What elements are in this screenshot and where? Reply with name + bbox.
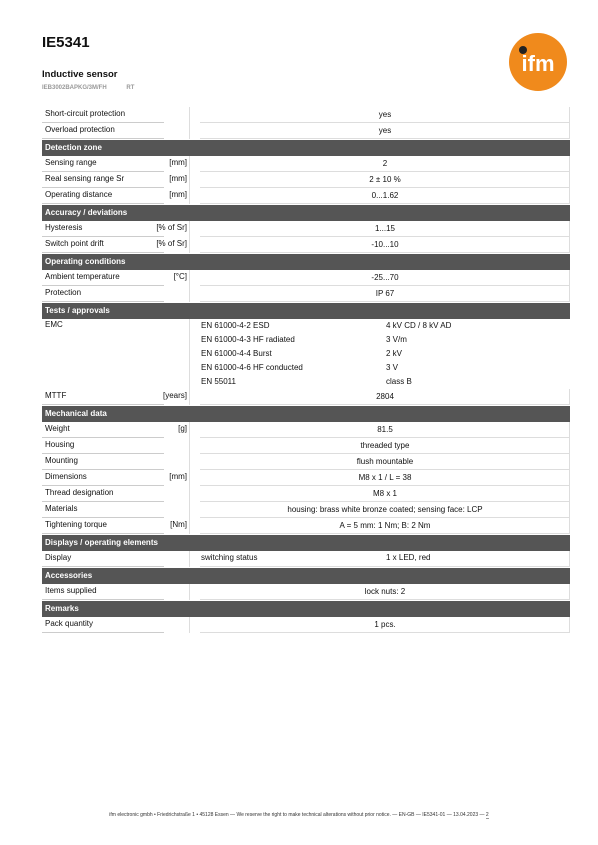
column-divider bbox=[189, 319, 190, 333]
row-divider bbox=[200, 632, 570, 633]
column-divider bbox=[569, 470, 570, 486]
column-divider bbox=[189, 361, 190, 375]
ifm-logo-icon bbox=[509, 33, 567, 91]
spec-label: Pack quantity bbox=[45, 619, 94, 628]
row-divider bbox=[200, 301, 570, 302]
spec-label: Items supplied bbox=[45, 586, 97, 595]
logo-text: ifm bbox=[521, 51, 555, 76]
section-header: Tests / approvals bbox=[42, 303, 570, 319]
spec-row bbox=[42, 470, 570, 486]
column-divider bbox=[569, 617, 570, 633]
spec-value: flush mountable bbox=[356, 457, 414, 466]
spec-row bbox=[42, 617, 570, 633]
spec-unit: [g] bbox=[178, 424, 187, 433]
column-divider bbox=[569, 156, 570, 172]
emc-row bbox=[42, 333, 570, 347]
spec-label: Mounting bbox=[45, 456, 78, 465]
spec-value: 2 bbox=[382, 159, 388, 168]
column-divider bbox=[569, 551, 570, 567]
column-divider bbox=[189, 237, 190, 253]
ifm-logo bbox=[509, 33, 567, 91]
column-divider bbox=[189, 270, 190, 286]
emc-standard: EN 61000-4-2 ESD bbox=[201, 321, 270, 330]
spec-value: yes bbox=[378, 126, 392, 135]
emc-label: EMC bbox=[45, 320, 63, 329]
spec-label: Switch point drift bbox=[45, 239, 104, 248]
spec-row bbox=[42, 237, 570, 253]
spec-label: Hysteresis bbox=[45, 223, 83, 232]
spec-label: Short-circuit protection bbox=[45, 109, 126, 118]
column-divider bbox=[569, 270, 570, 286]
section-header: Detection zone bbox=[42, 140, 570, 156]
spec-row bbox=[42, 422, 570, 438]
spec-label: Operating distance bbox=[45, 190, 113, 199]
spec-unit: [% of Sr] bbox=[156, 223, 187, 232]
spec-label: Real sensing range Sr bbox=[45, 174, 125, 183]
column-divider bbox=[569, 286, 570, 302]
emc-value: 4 kV CD / 8 kV AD bbox=[386, 321, 452, 330]
column-divider bbox=[189, 584, 190, 600]
row-divider bbox=[42, 632, 164, 633]
emc-row bbox=[42, 319, 570, 333]
spec-label: Display bbox=[45, 553, 72, 562]
emc-value: 3 V/m bbox=[386, 335, 407, 344]
spec-unit: [years] bbox=[162, 391, 187, 400]
emc-value: class B bbox=[386, 377, 412, 386]
column-divider bbox=[189, 518, 190, 534]
column-divider bbox=[189, 486, 190, 502]
spec-label: Dimensions bbox=[45, 472, 87, 481]
section-header: Remarks bbox=[42, 601, 570, 617]
spec-row bbox=[42, 188, 570, 204]
spec-unit: [mm] bbox=[169, 472, 187, 481]
spec-row bbox=[42, 454, 570, 470]
spec-unit: [°C] bbox=[173, 272, 187, 281]
spec-value: -10...10 bbox=[371, 240, 399, 249]
product-title: IE5341 bbox=[42, 34, 90, 51]
emc-row bbox=[42, 375, 570, 389]
spec-row bbox=[42, 172, 570, 188]
column-divider bbox=[189, 617, 190, 633]
row-divider bbox=[42, 566, 164, 567]
spec-row bbox=[42, 438, 570, 454]
row-divider bbox=[42, 301, 164, 302]
column-divider bbox=[189, 123, 190, 139]
product-codes bbox=[42, 85, 152, 91]
row-divider bbox=[200, 566, 570, 567]
spec-value: 2 ± 10 % bbox=[369, 175, 401, 184]
column-divider bbox=[569, 454, 570, 470]
row-divider bbox=[200, 533, 570, 534]
column-divider bbox=[189, 188, 190, 204]
emc-standard: EN 61000-4-3 HF radiated bbox=[201, 335, 295, 344]
display-col2: 1 x LED, red bbox=[386, 553, 431, 562]
emc-standard: EN 61000-4-4 Burst bbox=[201, 349, 272, 358]
section-header: Mechanical data bbox=[42, 406, 570, 422]
spec-label: Tightening torque bbox=[45, 520, 107, 529]
spec-value: M8 x 1 / L = 38 bbox=[358, 473, 412, 482]
variant-code: RT bbox=[126, 85, 135, 91]
row-divider bbox=[200, 138, 570, 139]
column-divider bbox=[569, 486, 570, 502]
column-divider bbox=[569, 107, 570, 123]
column-divider bbox=[189, 333, 190, 347]
column-divider bbox=[569, 518, 570, 534]
spec-label: Sensing range bbox=[45, 158, 97, 167]
column-divider bbox=[189, 470, 190, 486]
spec-value: 1 pcs. bbox=[374, 620, 396, 629]
spec-row bbox=[42, 221, 570, 237]
spec-label: Housing bbox=[45, 440, 75, 449]
emc-row bbox=[42, 361, 570, 375]
column-divider bbox=[189, 172, 190, 188]
column-divider bbox=[569, 502, 570, 518]
column-divider bbox=[569, 584, 570, 600]
spec-label: Thread designation bbox=[45, 488, 114, 497]
column-divider bbox=[569, 188, 570, 204]
spec-value: A = 5 mm: 1 Nm; B: 2 Nm bbox=[339, 521, 431, 530]
column-divider bbox=[189, 286, 190, 302]
section-header: Accessories bbox=[42, 568, 570, 584]
spec-label: Ambient temperature bbox=[45, 272, 120, 281]
display-row bbox=[42, 551, 570, 567]
article-code: IEB3002BAPKG/3M/FH bbox=[42, 85, 107, 91]
row-divider bbox=[42, 138, 164, 139]
spec-row bbox=[42, 518, 570, 534]
spec-value: 2804 bbox=[376, 392, 394, 401]
footer-text: ifm electronic gmbh • Friedrichstraße 1 • 45128 Essen — We reserve the right to make technical alterations without prior notice. — EN-GB — IE5341-01 — 13.04.2023 — bbox=[109, 812, 485, 818]
spec-value: -25...70 bbox=[371, 273, 399, 282]
spec-label: Overload protection bbox=[45, 125, 115, 134]
spec-value: yes bbox=[378, 110, 392, 119]
column-divider bbox=[189, 502, 190, 518]
row-divider bbox=[42, 203, 164, 204]
spec-row bbox=[42, 107, 570, 123]
column-divider bbox=[569, 389, 570, 405]
column-divider bbox=[189, 221, 190, 237]
column-divider bbox=[569, 422, 570, 438]
product-subtitle: Inductive sensor bbox=[42, 69, 118, 80]
spec-row bbox=[42, 389, 570, 405]
column-divider bbox=[569, 123, 570, 139]
page-number: 2 bbox=[485, 812, 489, 818]
emc-value: 3 V bbox=[386, 363, 399, 372]
spec-value: housing: brass white bronze coated; sensing face: LCP bbox=[287, 505, 483, 514]
emc-row bbox=[42, 347, 570, 361]
section-header: Displays / operating elements bbox=[42, 535, 570, 551]
row-divider bbox=[42, 599, 164, 600]
column-divider bbox=[189, 422, 190, 438]
spec-row bbox=[42, 486, 570, 502]
spec-unit: [% of Sr] bbox=[156, 239, 187, 248]
spec-label: MTTF bbox=[45, 391, 67, 400]
column-divider bbox=[189, 438, 190, 454]
spec-label: Materials bbox=[45, 504, 78, 513]
spec-value: M8 x 1 bbox=[372, 489, 397, 498]
spec-row bbox=[42, 502, 570, 518]
spec-unit: [Nm] bbox=[170, 520, 187, 529]
spec-row bbox=[42, 286, 570, 302]
spec-unit: [mm] bbox=[169, 190, 187, 199]
column-divider bbox=[569, 172, 570, 188]
column-divider bbox=[189, 156, 190, 172]
spec-value: lock nuts: 2 bbox=[364, 587, 406, 596]
spec-label: Protection bbox=[45, 288, 82, 297]
column-divider bbox=[189, 551, 190, 567]
column-divider bbox=[189, 347, 190, 361]
row-divider bbox=[42, 404, 164, 405]
spec-unit: [mm] bbox=[169, 174, 187, 183]
column-divider bbox=[569, 438, 570, 454]
spec-table bbox=[42, 107, 570, 633]
spec-value: IP 67 bbox=[375, 289, 395, 298]
spec-value: 81.5 bbox=[377, 425, 393, 434]
emc-standard: EN 61000-4-6 HF conducted bbox=[201, 363, 303, 372]
spec-row bbox=[42, 156, 570, 172]
page-footer bbox=[0, 812, 598, 819]
spec-value: threaded type bbox=[360, 441, 410, 450]
row-divider bbox=[200, 252, 570, 253]
spec-value: 0...1.62 bbox=[371, 191, 399, 200]
spec-value: 1...15 bbox=[374, 224, 395, 233]
column-divider bbox=[189, 375, 190, 389]
row-divider bbox=[200, 404, 570, 405]
spec-unit: [mm] bbox=[169, 158, 187, 167]
row-divider bbox=[42, 533, 164, 534]
column-divider bbox=[569, 221, 570, 237]
spec-row bbox=[42, 270, 570, 286]
row-divider bbox=[200, 599, 570, 600]
spec-row bbox=[42, 584, 570, 600]
column-divider bbox=[569, 237, 570, 253]
spec-row bbox=[42, 123, 570, 139]
row-divider bbox=[42, 252, 164, 253]
column-divider bbox=[189, 107, 190, 123]
row-divider bbox=[200, 203, 570, 204]
column-divider bbox=[189, 454, 190, 470]
emc-standard: EN 55011 bbox=[201, 377, 236, 386]
section-header: Operating conditions bbox=[42, 254, 570, 270]
column-divider bbox=[189, 389, 190, 405]
spec-label: Weight bbox=[45, 424, 70, 433]
emc-value: 2 kV bbox=[386, 349, 403, 358]
section-header: Accuracy / deviations bbox=[42, 205, 570, 221]
display-col1: switching status bbox=[201, 553, 258, 562]
